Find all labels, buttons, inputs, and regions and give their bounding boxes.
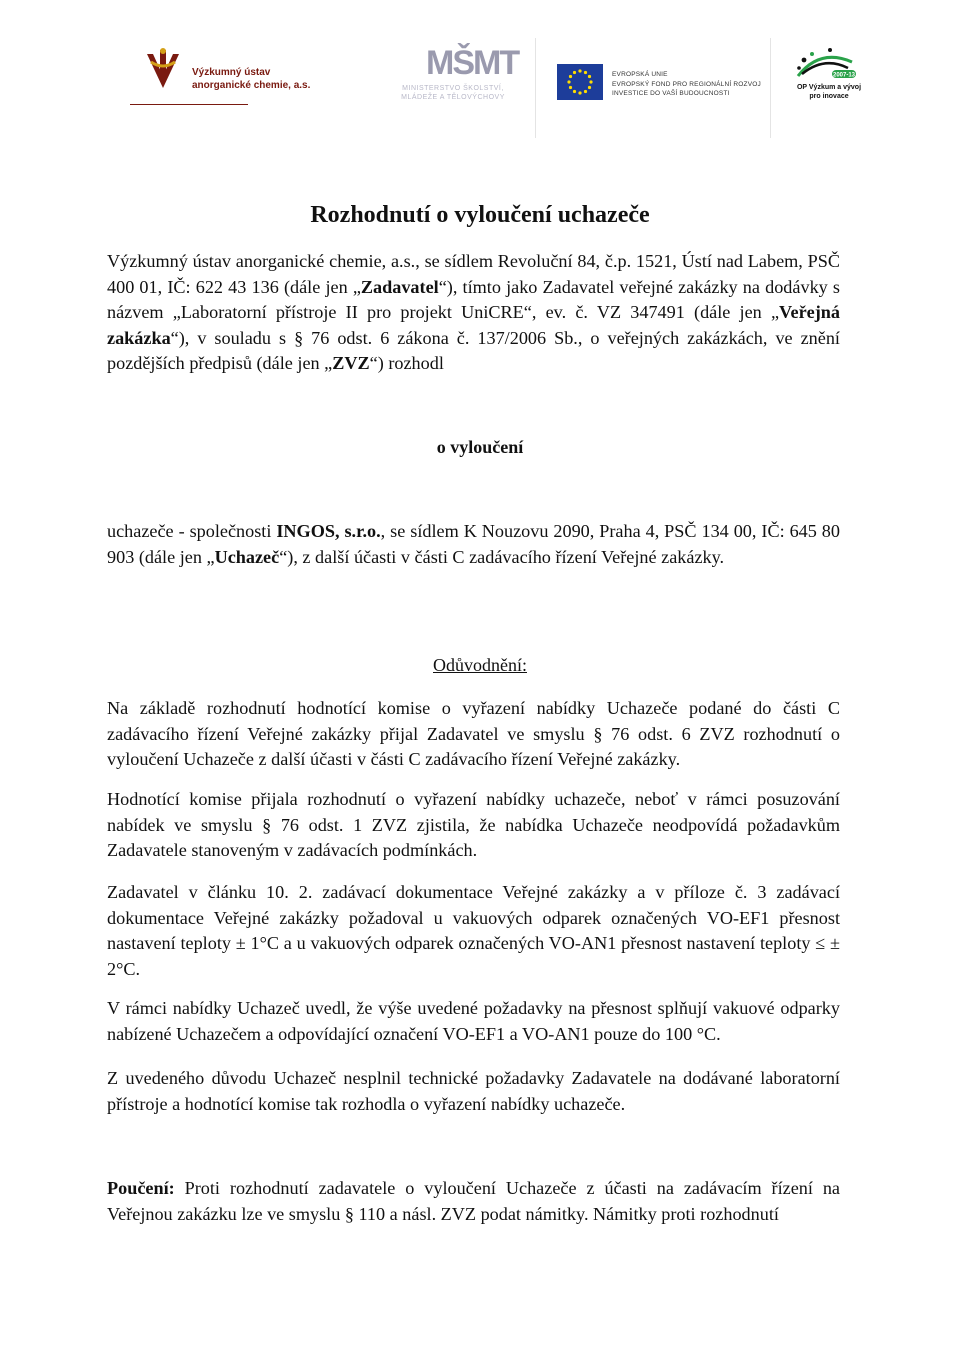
ministry-mark: MŠMT — [426, 44, 519, 82]
bidder-text-2: , se sídlem K Nouzovu 2090, Praha 4, PSČ 134 00, IČ: 645 80 903 (dále jen „ — [107, 521, 840, 567]
intro-bold-zvz: ZVZ — [332, 353, 370, 373]
notice-label: Poučení: — [107, 1178, 175, 1198]
intro-paragraph — [107, 249, 840, 377]
decision-heading-text: o vyloučení — [436, 437, 524, 457]
institute-name-line1: Výzkumný ústav — [192, 67, 271, 78]
body-paragraph-2: Hodnotící komise přijala rozhodnutí o vyřazení nabídky uchazeče, neboť v rámci posuzování nabídek ve smyslu § 76 odst. 1 ZVZ zjistila, že nabídka Uchazeče neodpovídá požadavkům Zadavatele stanoveným v zadávacích podmínkách. — [107, 789, 840, 860]
justification-heading-text: Odůvodnění: — [433, 655, 527, 675]
notice-text: Proti rozhodnutí zadavatele o vyloučení Uchazeče z účasti na zadávacím řízení na Veřejnou zakázku lze ve smyslu § 110 a násl. ZVZ podat námitky. Námitky proti rozhodnutí — [107, 1178, 840, 1224]
body-paragraph-5: Z uvedeného důvodu Uchazeč nesplnil technické požadavky Zadavatele na dodávané laboratorní přístroje a hodnotící komise tak rozhodla o vyřazení nabídky uchazeče. — [107, 1068, 840, 1114]
institute-underline — [130, 104, 248, 105]
eu-line1: EVROPSKÁ UNIE — [612, 71, 668, 78]
op-line2: pro inovace — [809, 93, 849, 100]
header-divider — [535, 38, 536, 138]
ministry-name-line2: MLÁDEŽE A TĚLOVÝCHOVY — [401, 94, 505, 101]
eu-line2: EVROPSKÝ FOND PRO REGIONÁLNÍ ROZVOJ — [612, 80, 761, 88]
eu-fund-text — [612, 70, 761, 99]
eu-line3: INVESTICE DO VAŠÍ BUDOUCNOSTI — [612, 90, 730, 97]
op-badge: 2007-13 — [832, 72, 856, 79]
intro-text-4: “) rozhodl — [369, 353, 444, 373]
body-paragraph-3: Zadavatel v článku 10. 2. zadávací dokumentace Veřejné zakázky a v příloze č. 3 zadávací dokumentace Veřejné zakázky požadoval u vakuových odparek označených VO-EF1 přesnost nastavení teploty ± 1°C a u vakuových odparek označených VO-AN1 přesnost nastavení teploty ≤ ± 2°C. — [107, 882, 840, 979]
ministry-logo — [388, 40, 518, 110]
body-paragraph-1: Na základě rozhodnutí hodnotící komise o vyřazení nabídky Uchazeče podané do části C zadávacího řízení Veřejné zakázky přijal Zadavatel ve smyslu § 76 odst. 6 ZVZ rozhodnutí o vyloučení Uchazeče z další účasti v části C zadávacího řízení Veřejné zakázky. — [107, 698, 840, 769]
bidder-text-3: “), z další účasti v části C zadávacího řízení Veřejné zakázky. — [279, 546, 725, 567]
institute-logo-icon — [143, 48, 183, 90]
intro-text-3: “), v souladu s § 76 odst. 6 zákona č. 137/2006 Sb., o veřejných zakázkách, ve znění pozdějších předpisů (dále jen „ — [107, 327, 840, 373]
institute-name — [192, 66, 310, 92]
eu-flag-icon — [557, 64, 603, 100]
bidder-bold-company: INGOS, s.r.o. — [276, 521, 381, 541]
decision-heading — [0, 437, 960, 458]
op-line1: OP Výzkum a vývoj — [796, 84, 862, 91]
intro-bold-zadavatel: Zadavatel — [360, 276, 439, 297]
document-title: Rozhodnutí o vyloučení uchazeče — [310, 202, 650, 228]
op-vvi-text — [794, 83, 864, 101]
bidder-bold-uchazec: Uchazeč — [214, 546, 280, 567]
ministry-name — [388, 84, 518, 102]
bidder-text-1: uchazeče - společnosti — [107, 521, 277, 541]
bidder-paragraph — [107, 519, 840, 570]
notice-paragraph — [107, 1176, 840, 1227]
intro-text-1: Výzkumný ústav anorganické chemie, a.s., se sídlem Revoluční 84, č.p. 1521, Ústí nad Labem, PSČ 400 01, IČ: 622 43 136 (dále jen „ — [107, 251, 840, 297]
body-paragraph-4: V rámci nabídky Uchazeč uvedl, že výše uvedené požadavky na přesnost splňují vakuové odparky nabízené Uchazečem a odpovídající označení VO-EF1 a VO-AN1 pouze do 100 °C. — [107, 998, 840, 1044]
intro-bold-vz: Veřejná zakázka — [107, 302, 840, 348]
ministry-name-line1: MINISTERSTVO ŠKOLSTVÍ, — [402, 85, 504, 92]
header-divider-2 — [770, 38, 771, 138]
intro-text-2: “), tímto jako Zadavatel veřejné zakázky na dodávky s názvem „Laboratorní přístroje II pro projekt UniCRE“, ev. č. VZ 347491 (dále jen „ — [107, 276, 840, 322]
justification-heading — [0, 655, 960, 676]
institute-name-line2: anorganické chemie, a.s. — [192, 80, 311, 91]
